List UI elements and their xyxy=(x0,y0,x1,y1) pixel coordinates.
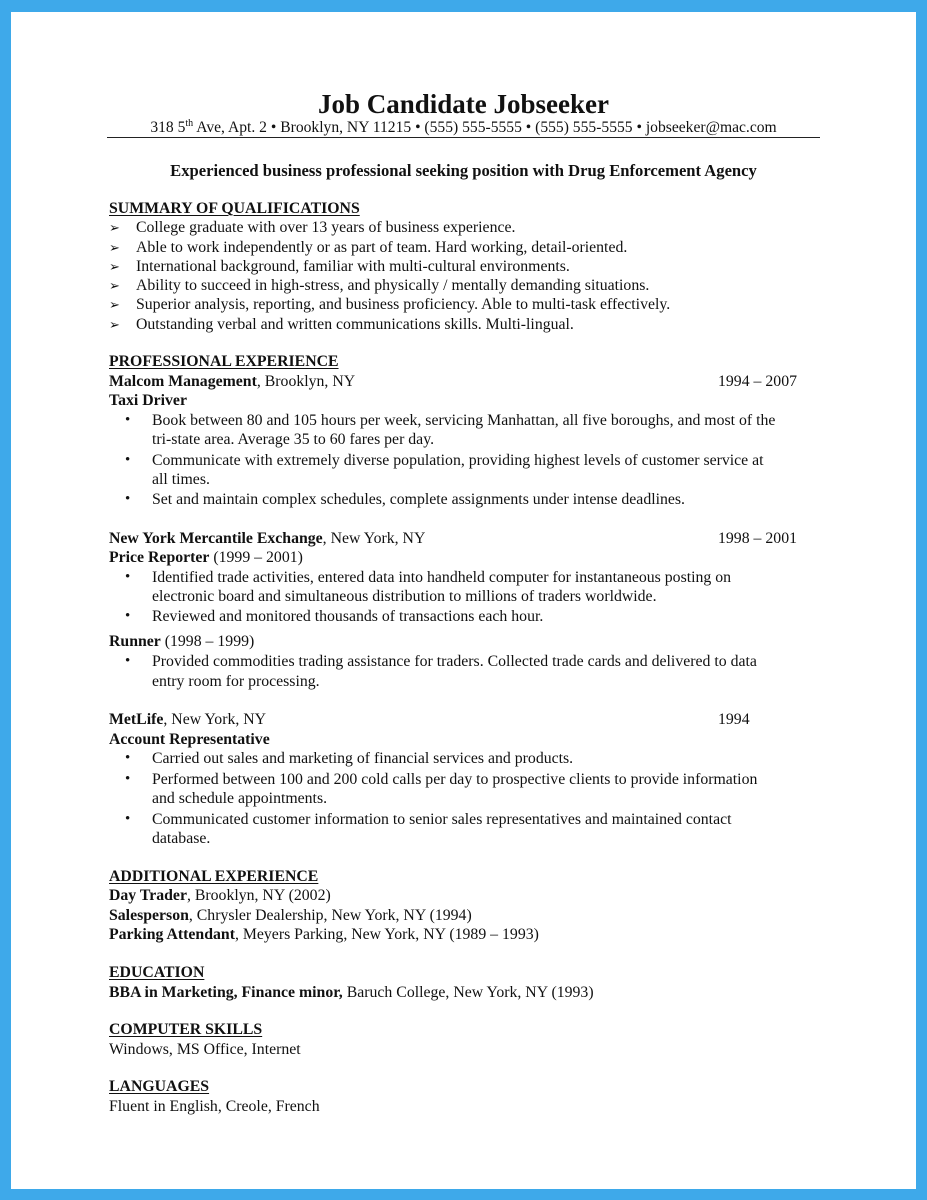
job-title: Price Reporter (1999 – 2001) xyxy=(109,549,303,566)
bullet-icon: • xyxy=(125,569,131,585)
duty-line: Identified trade activities, entered data into handheld computer for instantaneous posting on xyxy=(152,569,732,586)
duty-line: Communicate with extremely diverse population, providing highest levels of customer service at xyxy=(152,452,764,469)
arrow-bullet-icon: ➢ xyxy=(109,259,120,274)
summary-heading: SUMMARY OF QUALIFICATIONS xyxy=(109,200,360,217)
job-dates: 1994 xyxy=(718,711,750,728)
duty-line: Carried out sales and marketing of financial services and products. xyxy=(152,750,574,767)
additional-item: Parking Attendant, Meyers Parking, New York, NY (1989 – 1993) xyxy=(109,926,539,943)
employer-name: Malcom Management xyxy=(109,373,257,390)
contact-line: 318 5th Ave, Apt. 2 • Brooklyn, NY 11215 • (555) 555-5555 • (555) 555-5555 • jobseeker@mac.com xyxy=(150,118,777,136)
languages-text: Fluent in English, Creole, French xyxy=(109,1098,320,1115)
summary-item: Superior analysis, reporting, and business proficiency. Able to multi-task effectively. xyxy=(136,296,671,313)
job-title: Account Representative xyxy=(109,731,270,748)
summary-item: College graduate with over 13 years of business experience. xyxy=(136,219,516,236)
bullet-icon: • xyxy=(125,653,131,669)
duty-line: Set and maintain complex schedules, complete assignments under intense deadlines. xyxy=(152,491,686,508)
duty-line: all times. xyxy=(152,471,210,488)
bullet-icon: • xyxy=(125,750,131,766)
duty-line: entry room for processing. xyxy=(152,673,320,690)
duty-line: and schedule appointments. xyxy=(152,790,328,807)
additional-item: Salesperson, Chrysler Dealership, New York, NY (1994) xyxy=(109,907,472,924)
job-dates: 1998 – 2001 xyxy=(718,530,797,547)
duty-line: tri-state area. Average 35 to 60 fares per day. xyxy=(152,431,435,448)
duty-line: Reviewed and monitored thousands of transactions each hour. xyxy=(152,608,544,625)
duty-line: electronic board and simultaneous distribution to millions of traders worldwide. xyxy=(152,588,657,605)
additional-item: Day Trader, Brooklyn, NY (2002) xyxy=(109,887,331,904)
employer-location: , New York, NY xyxy=(322,530,426,547)
duty-line: database. xyxy=(152,830,211,847)
summary-item: Outstanding verbal and written communications skills. Multi-lingual. xyxy=(136,316,574,333)
arrow-bullet-icon: ➢ xyxy=(109,240,120,255)
objective: Experienced business professional seeking position with Drug Enforcement Agency xyxy=(170,161,757,180)
employer-location: , Brooklyn, NY xyxy=(256,373,356,390)
education-item: BBA in Marketing, Finance minor, Baruch College, New York, NY (1993) xyxy=(109,984,594,1001)
summary-item: International background, familiar with multi-cultural environments. xyxy=(136,258,570,275)
job-title: Taxi Driver xyxy=(109,392,187,409)
employer-name: MetLife xyxy=(109,711,164,728)
arrow-bullet-icon: ➢ xyxy=(109,297,120,312)
employer-name: New York Mercantile Exchange xyxy=(109,530,323,547)
candidate-name: Job Candidate Jobseeker xyxy=(317,89,609,119)
bullet-icon: • xyxy=(125,491,131,507)
duty-line: Provided commodities trading assistance for traders. Collected trade cards and delivered to data xyxy=(152,653,757,670)
bullet-icon: • xyxy=(125,811,131,827)
additional-heading: ADDITIONAL EXPERIENCE xyxy=(109,868,319,885)
bullet-icon: • xyxy=(125,412,131,428)
job-header xyxy=(109,372,355,391)
duty-line: Communicated customer information to senior sales representatives and maintained contact xyxy=(152,811,732,828)
employer-location: , New York, NY xyxy=(163,711,267,728)
summary-item: Ability to succeed in high-stress, and physically / mentally demanding situations. xyxy=(136,277,650,294)
skills-text: Windows, MS Office, Internet xyxy=(109,1041,301,1058)
bullet-icon: • xyxy=(125,771,131,787)
job-header xyxy=(109,710,266,729)
job-header xyxy=(109,529,425,548)
bullet-icon: • xyxy=(125,452,131,468)
languages-heading: LANGUAGES xyxy=(109,1078,210,1095)
arrow-bullet-icon: ➢ xyxy=(109,317,120,332)
education-heading: EDUCATION xyxy=(109,964,205,981)
duty-line: Book between 80 and 105 hours per week, servicing Manhattan, all five boroughs, and most of the xyxy=(152,412,776,429)
experience-heading: PROFESSIONAL EXPERIENCE xyxy=(109,353,339,370)
skills-heading: COMPUTER SKILLS xyxy=(109,1021,263,1038)
arrow-bullet-icon: ➢ xyxy=(109,278,120,293)
job-dates: 1994 – 2007 xyxy=(718,373,797,390)
job-title: Runner (1998 – 1999) xyxy=(109,633,255,650)
arrow-bullet-icon: ➢ xyxy=(109,220,120,235)
header-divider xyxy=(107,137,820,138)
summary-item: Able to work independently or as part of team. Hard working, detail-oriented. xyxy=(136,239,628,256)
bullet-icon: • xyxy=(125,608,131,624)
duty-line: Performed between 100 and 200 cold calls per day to prospective clients to provide information xyxy=(152,771,758,788)
